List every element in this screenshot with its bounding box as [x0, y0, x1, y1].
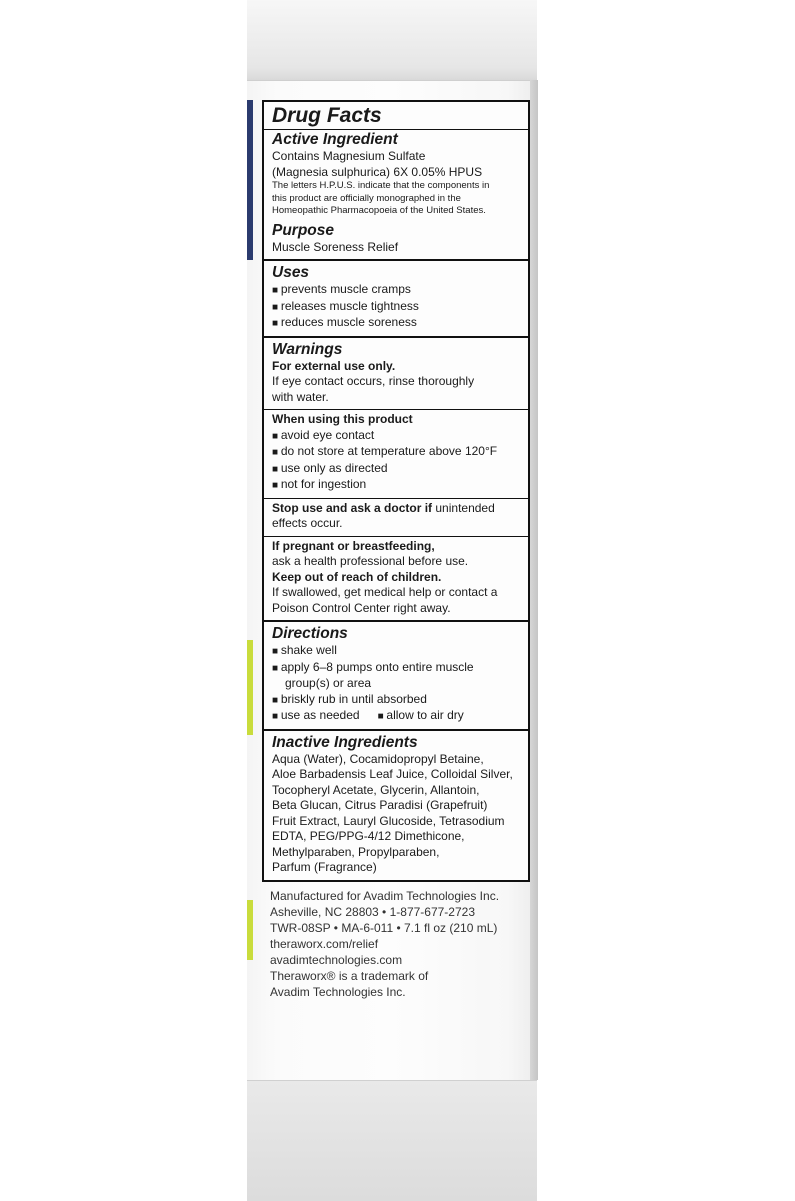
- list-item: ■ use as needed: [272, 708, 360, 725]
- green-accent-stripe-lower: [247, 900, 253, 960]
- stop-use-text: effects occur.: [272, 516, 343, 530]
- box-right-edge: [530, 80, 538, 1080]
- list-item: ■ releases muscle tightness: [272, 299, 522, 316]
- swallow-text: Poison Control Center right away.: [272, 600, 451, 615]
- manufacturer-line: Theraworx® is a trademark of: [270, 969, 429, 983]
- inactive-heading: Inactive Ingredients: [272, 733, 418, 751]
- purpose-text: Muscle Soreness Relief: [272, 239, 399, 254]
- list-item: ■ avoid eye contact: [272, 428, 522, 445]
- green-accent-stripe: [247, 640, 253, 735]
- active-ingredient-section: [264, 102, 528, 259]
- stop-use-section: [264, 498, 528, 536]
- active-line: (Magnesia sulphurica) 6X 0.05% HPUS: [272, 164, 483, 179]
- list-item-continued: group(s) or area: [285, 676, 372, 690]
- active-line: Contains Magnesium Sulfate: [272, 149, 426, 163]
- box-bottom-flap: [247, 1080, 537, 1201]
- manufacturer-info: [270, 888, 530, 1000]
- warnings-section: [264, 336, 528, 410]
- when-using-section: [264, 409, 528, 498]
- list-item: ■ shake well: [272, 643, 522, 660]
- eye-warning: with water.: [272, 389, 329, 404]
- pregnancy-section: [264, 536, 528, 621]
- active-heading: Active Ingredient: [272, 131, 398, 148]
- drug-facts-title: Drug Facts: [272, 104, 382, 127]
- navy-accent-stripe: [247, 100, 253, 260]
- inactive-line: EDTA, PEG/PPG-4/12 Dimethicone,: [272, 829, 465, 843]
- manufacturer-line: Avadim Technologies Inc.: [270, 985, 406, 999]
- manufacturer-line: theraworx.com/relief: [270, 937, 379, 951]
- stop-use-text: unintended: [435, 500, 495, 515]
- inactive-line: Aqua (Water), Cocamidopropyl Betaine,: [272, 751, 484, 766]
- inactive-line: Fruit Extract, Lauryl Glucoside, Tetrasodium: [272, 813, 505, 828]
- pregnant-text: ask a health professional before use.: [272, 554, 469, 568]
- list-item: ■ use only as directed: [272, 461, 522, 478]
- list-item: ■ briskly rub in until absorbed: [272, 692, 522, 709]
- uses-section: [264, 259, 528, 336]
- external-use-warning: For external use only.: [272, 358, 396, 373]
- hpus-note: Homeopathic Pharmacopoeia of the United States.: [272, 205, 486, 216]
- eye-warning: If eye contact occurs, rinse thoroughly: [272, 374, 475, 388]
- manufacturer-line: Asheville, NC 28803 • 1-877-677-2723: [270, 905, 475, 919]
- manufacturer-line: avadimtechnologies.com: [270, 953, 403, 967]
- inactive-line: Parfum (Fragrance): [272, 860, 377, 874]
- warnings-heading: Warnings: [272, 340, 343, 358]
- list-item: ■ allow to air dry: [378, 708, 464, 725]
- hpus-note: The letters H.P.U.S. indicate that the components in: [272, 180, 490, 191]
- inactive-section: [264, 729, 528, 880]
- drug-facts-panel: [262, 100, 530, 882]
- directions-section: [264, 620, 528, 729]
- uses-heading: Uses: [272, 264, 310, 281]
- swallow-text: If swallowed, get medical help or contact a: [272, 585, 498, 599]
- inactive-line: Beta Glucan, Citrus Paradisi (Grapefruit): [272, 798, 488, 812]
- hpus-note: this product are officially monographed in the: [272, 192, 461, 204]
- inactive-line: Tocopheryl Acetate, Glycerin, Allantoin,: [272, 782, 480, 797]
- inactive-line: Methylparaben, Propylparaben,: [272, 844, 440, 859]
- list-item-row: [272, 708, 522, 725]
- directions-heading: Directions: [272, 625, 348, 642]
- keep-out-warning: Keep out of reach of children.: [272, 569, 442, 584]
- list-item: ■ prevents muscle cramps: [272, 282, 522, 299]
- when-using-heading: When using this product: [272, 412, 413, 426]
- purpose-heading: Purpose: [272, 221, 335, 239]
- list-item: ■ apply 6–8 pumps onto entire muscle: [272, 660, 522, 677]
- manufacturer-line: TWR-08SP • MA-6-011 • 7.1 fl oz (210 mL): [270, 921, 498, 935]
- box-top-flap: [247, 0, 537, 81]
- stop-use-bold: Stop use and ask a doctor if: [272, 500, 433, 515]
- list-item: ■ not for ingestion: [272, 477, 522, 494]
- manufacturer-line: Manufactured for Avadim Technologies Inc.: [270, 889, 500, 903]
- list-item: ■ do not store at temperature above 120°F: [272, 444, 522, 461]
- pregnant-bold: If pregnant or breastfeeding,: [272, 538, 435, 553]
- inactive-line: Aloe Barbadensis Leaf Juice, Colloidal Silver,: [272, 767, 513, 781]
- list-item: ■ reduces muscle soreness: [272, 315, 522, 332]
